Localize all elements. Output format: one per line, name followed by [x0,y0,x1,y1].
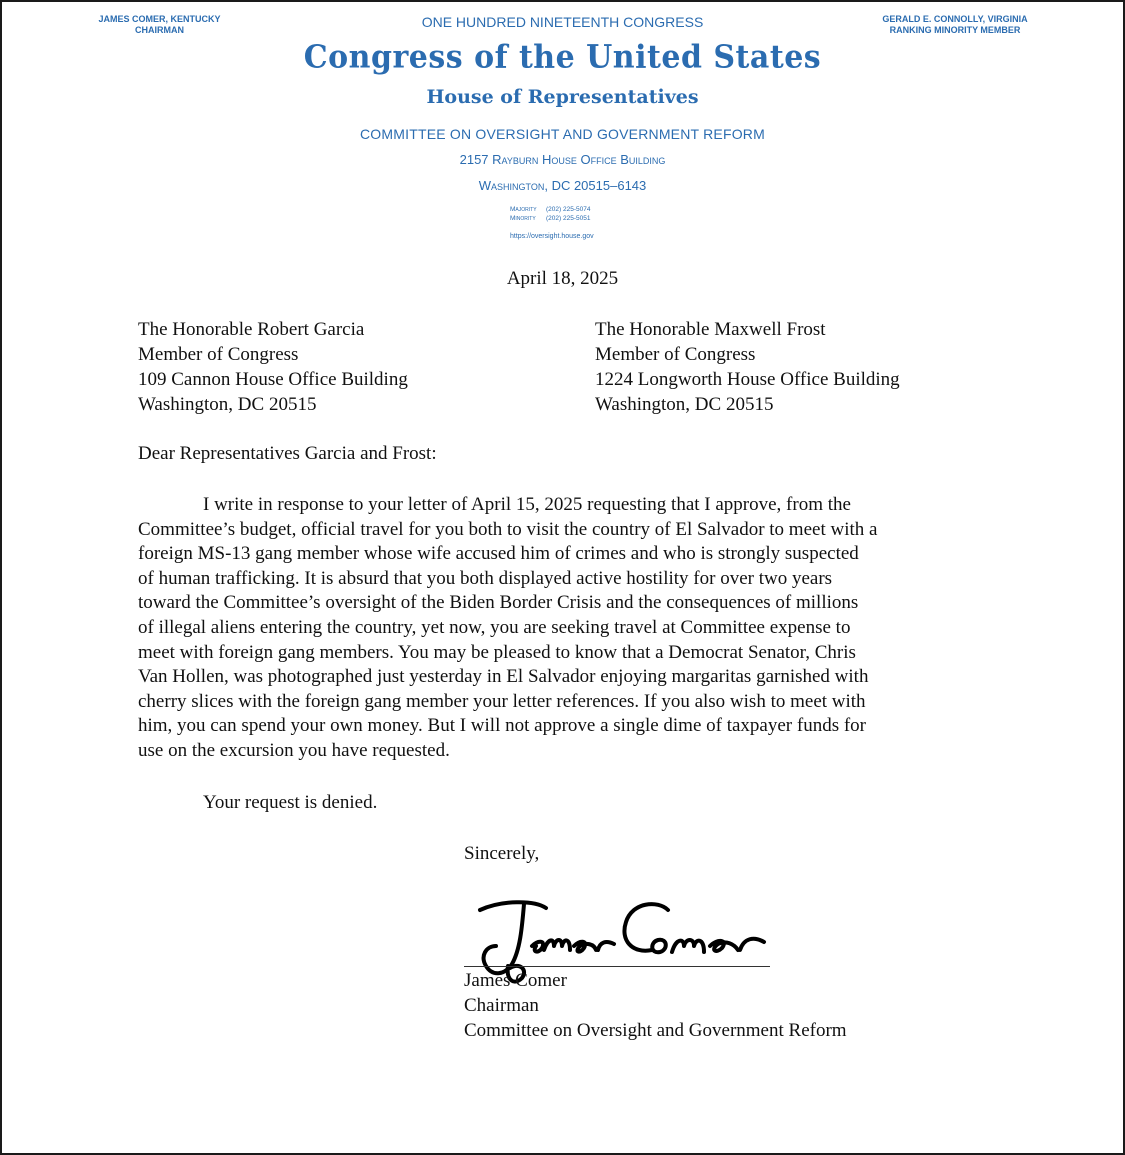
recipient-name: The Honorable Robert Garcia [138,319,365,340]
minority-label: Minority [510,215,536,222]
signature-line [464,966,770,967]
letterhead-subtitle: House of Representatives [426,86,699,108]
letter-date: April 18, 2025 [506,268,619,289]
phone-numbers [510,205,590,223]
recipient-address-2 [595,317,900,417]
committee-name: COMMITTEE ON OVERSIGHT AND GOVERNMENT REFORM [360,126,765,142]
signer-committee: Committee on Oversight and Government Reform [464,1020,847,1041]
recipient-role: Member of Congress [595,344,756,365]
ranking-member-title: RANKING MINORITY MEMBER [889,25,1021,35]
signer-block [464,968,847,1043]
body-paragraph [138,493,988,764]
chairman-name: JAMES COMER, KENTUCKY [98,14,221,24]
website-link[interactable]: https://oversight.house.gov [510,233,594,240]
body-line: meet with foreign gang members. You may be pleased to know that a Democrat Senator, Chris [138,641,856,663]
body-line: cherry slices with the foreign gang member your letter references. If you also wish to meet with [138,690,866,712]
salutation: Dear Representatives Garcia and Frost: [138,443,437,464]
congress-number: ONE HUNDRED NINETEENTH CONGRESS [421,14,704,30]
sign-off: Sincerely, [464,843,540,864]
body-line: of human trafficking. It is absurd that you both displayed active hostility for over two years [138,567,833,589]
majority-label: Majority [510,206,537,213]
minority-phone: (202) 225-5051 [546,215,591,222]
recipient-office: 109 Cannon House Office Building [138,369,408,390]
ranking-member-name: GERALD E. CONNOLLY, VIRGINIA [882,14,1028,24]
signer-title: Chairman [464,995,539,1016]
recipient-city: Washington, DC 20515 [595,394,774,415]
signer-name: James Comer [464,970,567,991]
recipient-role: Member of Congress [138,344,299,365]
majority-phone: (202) 225-5074 [546,206,591,213]
body-line: Van Hollen, was photographed just yesterday in El Salvador enjoying margaritas garnished with [138,666,869,688]
closing-paragraph: Your request is denied. [203,792,378,813]
body-line: him, you can spend your own money. But I will not approve a single dime of taxpayer funds for [138,715,867,737]
body-line: I write in response to your letter of April 15, 2025 requesting that I approve, from the [203,494,851,515]
committee-address-line1: 2157 Rayburn House Office Building [459,152,666,167]
recipient-address-1 [138,317,408,417]
recipient-name: The Honorable Maxwell Frost [595,319,826,340]
chairman-title: CHAIRMAN [135,25,184,35]
body-line: use on the excursion you have requested. [138,739,450,761]
recipient-city: Washington, DC 20515 [138,394,317,415]
body-line: toward the Committee’s oversight of the Biden Border Crisis and the consequences of millions [138,592,859,614]
body-line: of illegal aliens entering the country, yet now, you are seeking travel at Committee expense to [138,616,851,638]
committee-address-line2: Washington, DC 20515–6143 [478,178,647,193]
recipient-office: 1224 Longworth House Office Building [595,369,900,390]
letterhead-title: Congress of the United States [303,39,822,76]
body-line: foreign MS-13 gang member whose wife accused him of crimes and who is strongly suspected [138,543,859,565]
body-line: Committee’s budget, official travel for you both to visit the country of El Salvador to meet with a [138,518,878,540]
